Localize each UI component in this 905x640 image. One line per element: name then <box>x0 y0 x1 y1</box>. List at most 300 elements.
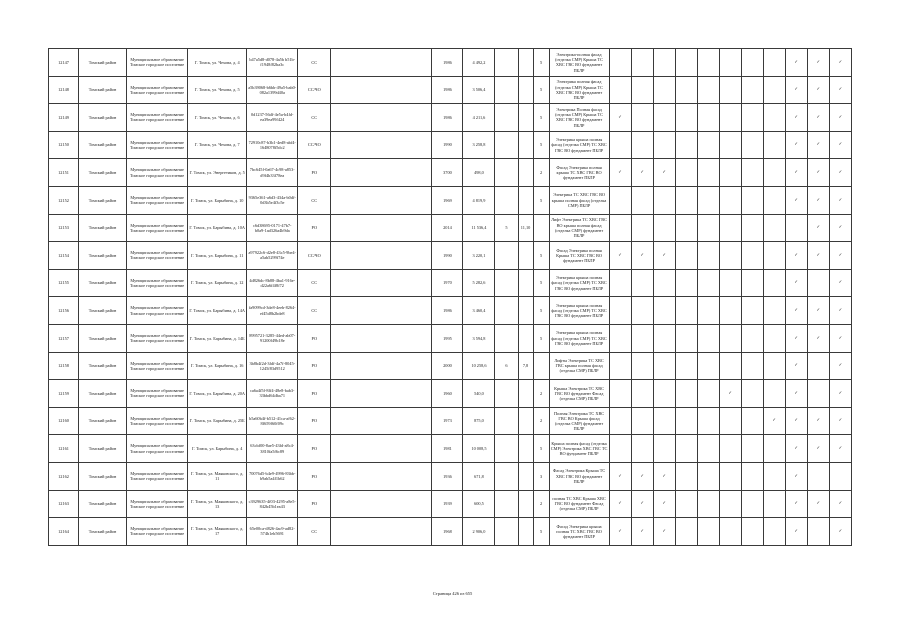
check-mark-cell <box>719 269 741 297</box>
check-mark-cell <box>741 214 763 242</box>
check-mark-cell <box>675 462 697 490</box>
object-code: 7bc645f-0a67-4c98-a853-d9f4b33f78ea <box>247 159 298 187</box>
check-mark-cell <box>675 242 697 270</box>
count-a <box>495 131 518 159</box>
check-mark-cell <box>609 352 631 380</box>
total-area: 4 492,2 <box>463 49 495 77</box>
district: Томский район <box>79 76 127 104</box>
check-mark-cell: ✓ <box>829 518 851 546</box>
check-mark-cell: ✓ <box>807 131 829 159</box>
table-row <box>49 131 852 159</box>
check-mark-cell <box>741 269 763 297</box>
blank-cell <box>331 104 432 132</box>
check-mark-cell: ✓ <box>785 490 807 518</box>
check-mark-cell <box>675 297 697 325</box>
check-mark-cell <box>719 324 741 352</box>
check-mark-cell <box>719 518 741 546</box>
district: Томский район <box>79 104 127 132</box>
check-mark-cell: ✓ <box>807 76 829 104</box>
check-mark-cell <box>719 104 741 132</box>
row-id: 12150 <box>49 131 79 159</box>
district: Томский район <box>79 269 127 297</box>
table-row <box>49 104 852 132</box>
object-code: 8995721-3285-44ed-ab07-91200f49b18e <box>247 324 298 352</box>
check-mark-cell: ✓ <box>829 352 851 380</box>
check-mark-cell <box>697 297 719 325</box>
check-mark-cell: ✓ <box>829 407 851 435</box>
floors: 2 <box>533 380 549 408</box>
check-mark-cell <box>609 324 631 352</box>
check-mark-cell <box>697 352 719 380</box>
check-mark-cell <box>763 104 785 132</box>
check-mark-cell: ✓ <box>653 462 675 490</box>
object-code: b5a60b4f-b512-41ca-af62-8f659f60f09c <box>247 407 298 435</box>
address: Г. Томск, ул. Барыбина, д. 20А <box>188 380 247 408</box>
check-mark-cell: ✓ <box>785 76 807 104</box>
total-area: 4 819,9 <box>463 186 495 214</box>
municipality: Муниципальное образование Томское городское поселение <box>127 490 188 518</box>
blank-cell <box>331 352 432 380</box>
table-row <box>49 76 852 104</box>
check-mark-cell <box>719 297 741 325</box>
check-mark-cell: ✓ <box>829 242 851 270</box>
check-mark-cell <box>631 214 653 242</box>
blank-cell <box>331 49 432 77</box>
blank-cell <box>331 242 432 270</box>
total-area: 2 906,0 <box>463 518 495 546</box>
check-mark-cell <box>741 131 763 159</box>
table-row <box>49 518 852 546</box>
ownership-type: СС <box>298 186 331 214</box>
check-mark-cell <box>697 76 719 104</box>
registry-table <box>48 48 852 546</box>
check-mark-cell: ✓ <box>785 380 807 408</box>
check-mark-cell <box>741 186 763 214</box>
count-b <box>518 518 533 546</box>
check-mark-cell <box>719 242 741 270</box>
floors: 5 <box>533 242 549 270</box>
floors: 2 <box>533 490 549 518</box>
count-a: 6 <box>495 352 518 380</box>
object-code: 65e00ca-d826-4ac9-ad82-574b1eb5691 <box>247 518 298 546</box>
blank-cell <box>331 407 432 435</box>
count-b <box>518 159 533 187</box>
address: Г. Томск, ул. Барыбина, д. 16 <box>188 352 247 380</box>
check-mark-cell <box>697 269 719 297</box>
check-mark-cell <box>675 435 697 463</box>
floors: 5 <box>533 49 549 77</box>
object-code: 3b8b4f2d-3fdf-4a7f-8045-1245f83d9512 <box>247 352 298 380</box>
build-year: 1995 <box>432 324 463 352</box>
work-types: Электрика ТС ХВС ГВС ВО крыша полная фасад (отделка СМР) ПБЛР <box>549 186 609 214</box>
object-code: 9365e361-a6d3-434a-b0df-0d3b5e4f3c5e <box>247 186 298 214</box>
check-mark-cell: ✓ <box>829 159 851 187</box>
check-mark-cell <box>631 131 653 159</box>
total-area: 540,0 <box>463 380 495 408</box>
count-a <box>495 462 518 490</box>
district: Томский район <box>79 380 127 408</box>
check-mark-cell: ✓ <box>719 380 741 408</box>
check-mark-cell: ✓ <box>785 104 807 132</box>
floors: 2 <box>533 407 549 435</box>
check-mark-cell <box>631 352 653 380</box>
build-year: 1936 <box>432 462 463 490</box>
check-mark-cell <box>763 490 785 518</box>
check-mark-cell <box>697 242 719 270</box>
municipality: Муниципальное образование Томское городское поселение <box>127 269 188 297</box>
municipality: Муниципальное образование Томское городское поселение <box>127 159 188 187</box>
check-mark-cell <box>653 324 675 352</box>
check-mark-cell <box>675 186 697 214</box>
check-mark-cell: ✓ <box>807 159 829 187</box>
total-area: 10 008,5 <box>463 435 495 463</box>
check-mark-cell <box>609 131 631 159</box>
count-b <box>518 462 533 490</box>
check-mark-cell: ✓ <box>785 269 807 297</box>
check-mark-cell <box>741 462 763 490</box>
ownership-type: РО <box>298 214 331 242</box>
count-a <box>495 435 518 463</box>
check-mark-cell <box>631 324 653 352</box>
check-mark-cell <box>763 352 785 380</box>
count-a <box>495 407 518 435</box>
row-id: 12156 <box>49 297 79 325</box>
check-mark-cell <box>719 214 741 242</box>
build-year: 1990 <box>432 131 463 159</box>
address: Г. Томск, ул. Энергетиков, д. 5 <box>188 159 247 187</box>
address: Г. Томск, ул. Чехова, д. 4 <box>188 49 247 77</box>
check-mark-cell <box>653 297 675 325</box>
check-mark-cell <box>741 76 763 104</box>
check-mark-cell: ✓ <box>609 242 631 270</box>
check-mark-cell <box>675 76 697 104</box>
check-mark-cell: ✓ <box>807 104 829 132</box>
address: Г. Томск, ул. Барыбина, д. 25Б <box>188 407 247 435</box>
check-mark-cell <box>829 462 851 490</box>
ownership-type: СС/ЧО <box>298 76 331 104</box>
check-mark-cell <box>675 269 697 297</box>
count-b <box>518 435 533 463</box>
count-a <box>495 49 518 77</box>
municipality: Муниципальное образование Томское городское поселение <box>127 518 188 546</box>
check-mark-cell: ✓ <box>829 186 851 214</box>
table-row <box>49 435 852 463</box>
table-row <box>49 186 852 214</box>
count-b <box>518 242 533 270</box>
address: Г. Томск, ул. Барыбина, д. 10А <box>188 214 247 242</box>
object-code: c3929635-4f03-4295-a8e5-842b45b1ea43 <box>247 490 298 518</box>
blank-cell <box>331 490 432 518</box>
check-mark-cell <box>675 380 697 408</box>
build-year: 1981 <box>432 435 463 463</box>
blank-cell <box>331 131 432 159</box>
row-id: 12164 <box>49 518 79 546</box>
build-year: 1986 <box>432 49 463 77</box>
check-mark-cell: ✓ <box>807 186 829 214</box>
check-mark-cell <box>763 186 785 214</box>
check-mark-cell: ✓ <box>829 269 851 297</box>
row-id: 12159 <box>49 380 79 408</box>
check-mark-cell: ✓ <box>609 159 631 187</box>
check-mark-cell <box>653 380 675 408</box>
district: Томский район <box>79 186 127 214</box>
check-mark-cell <box>697 49 719 77</box>
object-code: ca6a4f5f-8ff4-48e8-bab3-33bbd64dba71 <box>247 380 298 408</box>
total-area: 3 506,4 <box>463 76 495 104</box>
check-mark-cell <box>763 518 785 546</box>
build-year: 1970 <box>432 269 463 297</box>
municipality: Муниципальное образование Томское городское поселение <box>127 49 188 77</box>
count-b <box>518 186 533 214</box>
work-types: Электрика крыша полная фасад (отделка СМР) ТС ХВС ГВС ВО фундамент ПБЛР <box>549 269 609 297</box>
ownership-type: РО <box>298 407 331 435</box>
ownership-type: РО <box>298 159 331 187</box>
total-area: 498,0 <box>463 159 495 187</box>
count-a <box>495 490 518 518</box>
check-mark-cell: ✓ <box>653 518 675 546</box>
floors: 5 <box>533 435 549 463</box>
floors: 5 <box>533 269 549 297</box>
ownership-type: РО <box>298 490 331 518</box>
check-mark-cell <box>675 518 697 546</box>
check-mark-cell <box>631 407 653 435</box>
blank-cell <box>331 159 432 187</box>
blank-cell <box>331 462 432 490</box>
municipality: Муниципальное образование Томское городское поселение <box>127 407 188 435</box>
work-types: Электрика-полная фасад (отделка СМР) Крыша ТС ХВС ГВС ВО фундамент ПБЛР <box>549 49 609 77</box>
check-mark-cell <box>697 518 719 546</box>
check-mark-cell: ✓ <box>609 462 631 490</box>
municipality: Муниципальное образование Томское городское поселение <box>127 462 188 490</box>
count-b <box>518 490 533 518</box>
table-row <box>49 324 852 352</box>
district: Томский район <box>79 352 127 380</box>
check-mark-cell: ✓ <box>829 104 851 132</box>
check-mark-cell <box>653 435 675 463</box>
check-mark-cell: ✓ <box>653 242 675 270</box>
check-mark-cell <box>675 159 697 187</box>
ownership-type: РО <box>298 352 331 380</box>
check-mark-cell <box>763 297 785 325</box>
check-mark-cell: ✓ <box>785 324 807 352</box>
count-b <box>518 407 533 435</box>
municipality: Муниципальное образование Томское городское поселение <box>127 297 188 325</box>
address: Г. Томск, ул. Чехова, д. 7 <box>188 131 247 159</box>
check-mark-cell: ✓ <box>631 159 653 187</box>
floors: 5 <box>533 324 549 352</box>
check-mark-cell: ✓ <box>829 76 851 104</box>
count-b <box>518 297 533 325</box>
total-area: 600,5 <box>463 490 495 518</box>
work-types: Лифты Электрика ТС ХВС ГВС крыша полная фасад (отделка СМР) ПБЛР <box>549 352 609 380</box>
check-mark-cell <box>763 324 785 352</box>
check-mark-cell <box>675 352 697 380</box>
table-row <box>49 462 852 490</box>
check-mark-cell <box>741 242 763 270</box>
check-mark-cell <box>697 214 719 242</box>
build-year: 1939 <box>432 490 463 518</box>
check-mark-cell <box>653 76 675 104</box>
check-mark-cell <box>741 407 763 435</box>
table-row <box>49 352 852 380</box>
total-area: 3 460,4 <box>463 297 495 325</box>
check-mark-cell <box>675 49 697 77</box>
blank-cell <box>331 297 432 325</box>
check-mark-cell: ✓ <box>631 462 653 490</box>
blank-cell <box>331 518 432 546</box>
check-mark-cell: ✓ <box>653 490 675 518</box>
row-id: 12148 <box>49 76 79 104</box>
row-id: 12154 <box>49 242 79 270</box>
check-mark-cell <box>719 159 741 187</box>
check-mark-cell: ✓ <box>609 518 631 546</box>
blank-cell <box>331 186 432 214</box>
work-types: Электрика полная фасад (отделка СМР) Крыша ТС ХВС ГВС ВО фундамент ПБЛР <box>549 76 609 104</box>
check-mark-cell: ✓ <box>785 186 807 214</box>
check-mark-cell <box>741 352 763 380</box>
floors: 5 <box>533 76 549 104</box>
object-code: 63cbf00-8ae5-43fd-a8c4-3810fa5f6c89 <box>247 435 298 463</box>
check-mark-cell <box>609 407 631 435</box>
address: Г. Томск, ул. Барыбина, д. 14А <box>188 297 247 325</box>
build-year: 2000 <box>432 352 463 380</box>
count-b <box>518 131 533 159</box>
work-types: Фасад Электрика полная Крыша ТС ХВС ГВС ВО фундамент ПБЛР <box>549 242 609 270</box>
blank-cell <box>331 324 432 352</box>
check-mark-cell: ✓ <box>829 490 851 518</box>
check-mark-cell <box>807 269 829 297</box>
ownership-type: РО <box>298 324 331 352</box>
row-id: 12153 <box>49 214 79 242</box>
district: Томский район <box>79 324 127 352</box>
check-mark-cell <box>631 435 653 463</box>
floors: 5 <box>533 518 549 546</box>
district: Томский район <box>79 462 127 490</box>
check-mark-cell <box>741 297 763 325</box>
total-area: 11 536,4 <box>463 214 495 242</box>
check-mark-cell <box>675 131 697 159</box>
row-id: 12163 <box>49 490 79 518</box>
check-mark-cell <box>763 214 785 242</box>
check-mark-cell <box>609 76 631 104</box>
check-mark-cell: ✓ <box>609 490 631 518</box>
check-mark-cell: ✓ <box>829 297 851 325</box>
total-area: 4 211,6 <box>463 104 495 132</box>
address: Г. Томск, ул. Маяковского, д. 17 <box>188 518 247 546</box>
ownership-type: РО <box>298 435 331 463</box>
municipality: Муниципальное образование Томское городское поселение <box>127 242 188 270</box>
address: Г. Томск, ул. Барыбина, д. 10 <box>188 186 247 214</box>
ownership-type: РО <box>298 380 331 408</box>
check-mark-cell <box>807 462 829 490</box>
check-mark-cell: ✓ <box>807 490 829 518</box>
table-row <box>49 380 852 408</box>
build-year: 1986 <box>432 104 463 132</box>
district: Томский район <box>79 214 127 242</box>
check-mark-cell <box>675 324 697 352</box>
table-row <box>49 49 852 77</box>
check-mark-cell: ✓ <box>785 159 807 187</box>
work-types: Фасад Электрика Крыша ТС ХВС ГВС ВО фундамент ПБЛР <box>549 462 609 490</box>
district: Томский район <box>79 159 127 187</box>
blank-cell <box>331 214 432 242</box>
count-a <box>495 242 518 270</box>
check-mark-cell <box>609 380 631 408</box>
check-mark-cell <box>697 186 719 214</box>
check-mark-cell <box>653 407 675 435</box>
municipality: Муниципальное образование Томское городское поселение <box>127 131 188 159</box>
check-mark-cell: ✓ <box>807 49 829 77</box>
row-id: 12147 <box>49 49 79 77</box>
blank-cell <box>331 269 432 297</box>
floors <box>533 352 549 380</box>
count-b <box>518 269 533 297</box>
check-mark-cell <box>763 462 785 490</box>
check-mark-cell <box>609 297 631 325</box>
floors: 5 <box>533 104 549 132</box>
count-b: 11,10 <box>518 214 533 242</box>
check-mark-cell <box>741 490 763 518</box>
count-a <box>495 76 518 104</box>
count-b <box>518 49 533 77</box>
table-row <box>49 490 852 518</box>
build-year: 1968 <box>432 518 463 546</box>
check-mark-cell <box>631 269 653 297</box>
count-a <box>495 324 518 352</box>
check-mark-cell <box>697 104 719 132</box>
district: Томский район <box>79 242 127 270</box>
object-code: a5b39068-b6bb-49a5-bab0-082a1399d40a <box>247 76 298 104</box>
object-code: fa9099cd-3de8-4eeb-8264-ef45d8b2bde8 <box>247 297 298 325</box>
table-row <box>49 159 852 187</box>
check-mark-cell: ✓ <box>609 104 631 132</box>
build-year: 1969 <box>432 186 463 214</box>
object-code: 70076d5-b4e9-4996-83bb-b9ab5a4f1b62 <box>247 462 298 490</box>
check-mark-cell <box>719 490 741 518</box>
check-mark-cell <box>653 186 675 214</box>
check-mark-cell <box>675 407 697 435</box>
ownership-type: СС <box>298 269 331 297</box>
object-code: 72910c87-b3b1-4ed8-abf4-1648078f5dc2 <box>247 131 298 159</box>
check-mark-cell <box>719 186 741 214</box>
total-area: 3 258,8 <box>463 131 495 159</box>
check-mark-cell: ✓ <box>807 242 829 270</box>
check-mark-cell <box>609 49 631 77</box>
check-mark-cell: ✓ <box>785 435 807 463</box>
ownership-type: СС <box>298 518 331 546</box>
municipality: Муниципальное образование Томское городское поселение <box>127 324 188 352</box>
row-id: 12155 <box>49 269 79 297</box>
check-mark-cell: ✓ <box>785 518 807 546</box>
check-mark-cell <box>675 490 697 518</box>
address: Г. Томск, ул. Барыбина, д. 14Б <box>188 324 247 352</box>
object-code: 4d826dc-8b88-4ba1-916e-d22a6f4f8f72 <box>247 269 298 297</box>
check-mark-cell: ✓ <box>785 49 807 77</box>
build-year: 3700 <box>432 159 463 187</box>
check-mark-cell <box>697 407 719 435</box>
build-year: 1960 <box>432 380 463 408</box>
district: Томский район <box>79 490 127 518</box>
check-mark-cell: ✓ <box>785 407 807 435</box>
check-mark-cell: ✓ <box>807 214 829 242</box>
check-mark-cell: ✓ <box>785 297 807 325</box>
ownership-type: РО <box>298 462 331 490</box>
count-b <box>518 324 533 352</box>
check-mark-cell <box>719 76 741 104</box>
check-mark-cell <box>807 352 829 380</box>
check-mark-cell <box>697 380 719 408</box>
check-mark-cell <box>697 131 719 159</box>
